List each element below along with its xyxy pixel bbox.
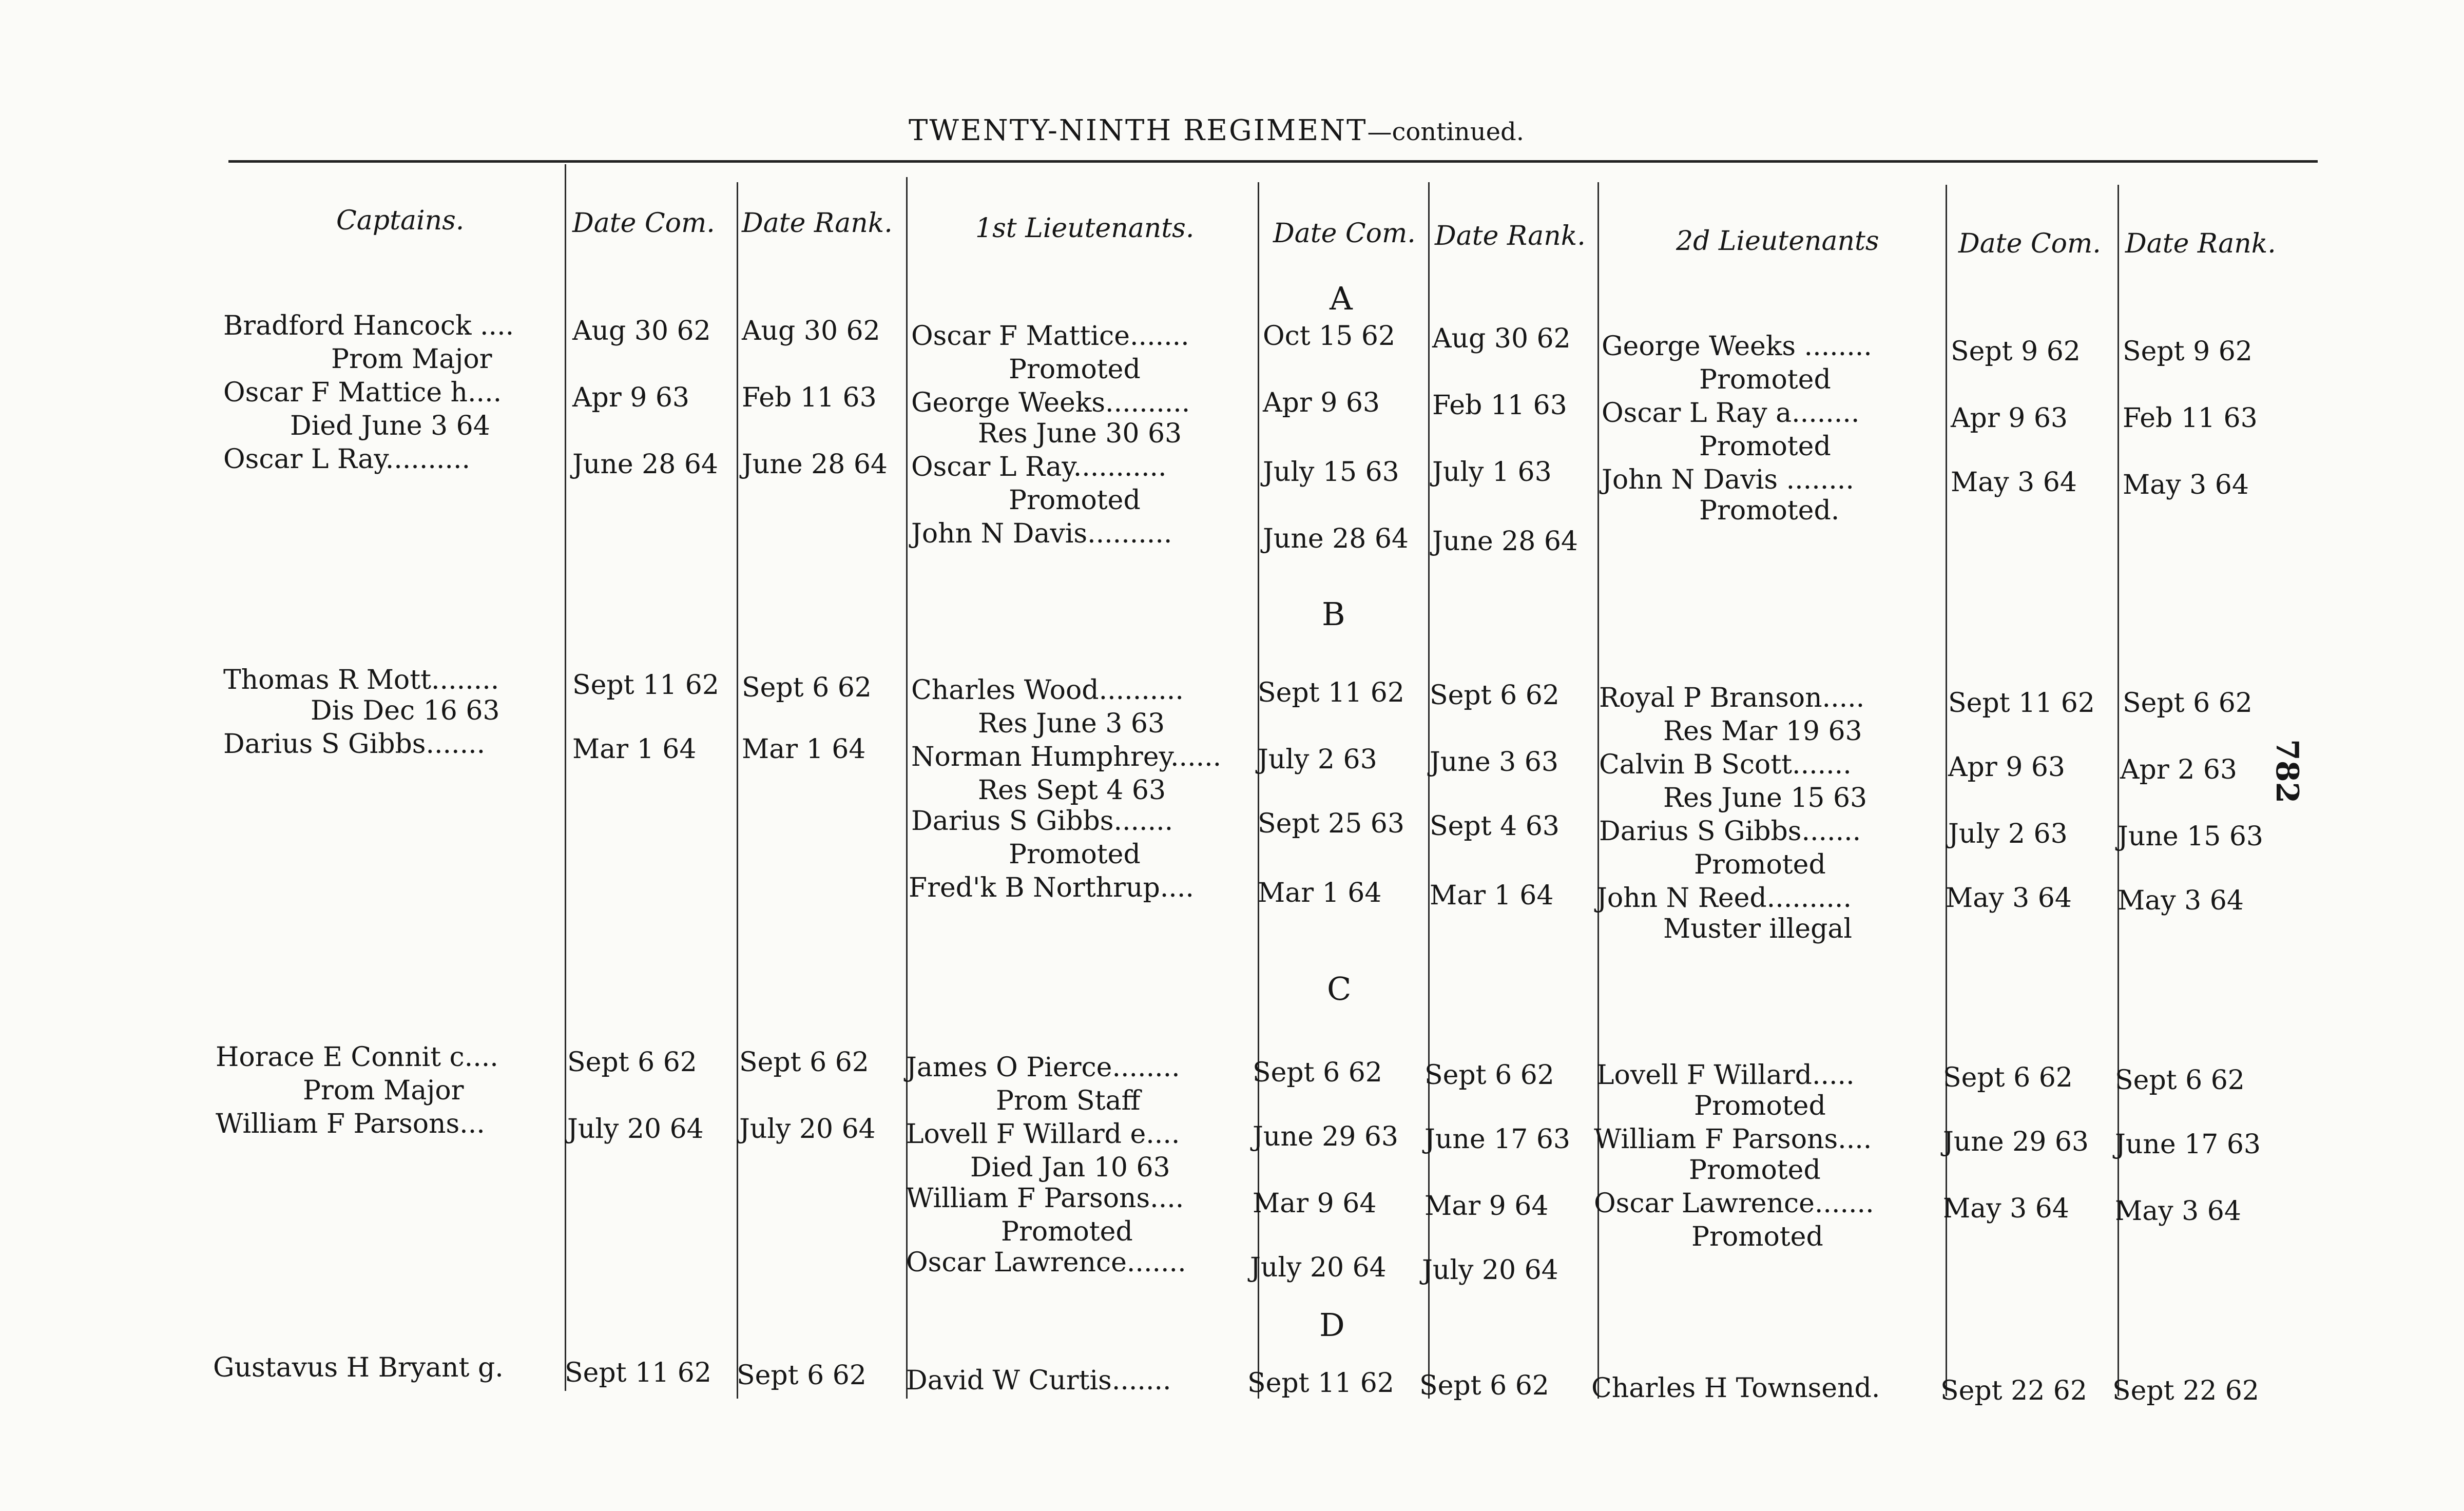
second-lt-note: Promoted. <box>1699 495 1840 526</box>
second-lt-note: Promoted <box>1699 364 1831 395</box>
first-lt-date-com: Sept 11 62 <box>1258 677 1404 708</box>
first-lt-date-com: July 15 63 <box>1263 457 1399 488</box>
header-captain-date-rank: Date Rank. <box>742 208 893 239</box>
first-lt-date-rank: June 28 64 <box>1432 526 1578 557</box>
captain-note: Died June 3 64 <box>290 411 490 441</box>
captain-note: Dis Dec 16 63 <box>311 695 500 726</box>
first-lt-name: Oscar L Ray........... <box>911 452 1167 482</box>
header-captains: Captains. <box>336 205 465 236</box>
second-lt-date-rank: Sept 6 62 <box>2123 688 2253 719</box>
first-lt-note: Died Jan 10 63 <box>970 1152 1170 1183</box>
first-lt-date-rank: Feb 11 63 <box>1432 390 1567 421</box>
captain-date-rank: Sept 6 62 <box>739 1047 869 1078</box>
first-lt-name: James O Pierce........ <box>906 1052 1180 1083</box>
second-lt-note: Res June 15 63 <box>1663 783 1868 813</box>
second-lt-name: Oscar L Ray a........ <box>1602 398 1860 429</box>
first-lt-date-com: July 2 63 <box>1258 744 1377 775</box>
column-divider <box>737 182 738 1399</box>
captain-name: Oscar L Ray.......... <box>223 444 470 475</box>
first-lt-name: Charles Wood.......... <box>911 675 1184 706</box>
page-title-text: TWENTY-NINTH REGIMENT <box>909 114 1368 147</box>
second-lt-name: Lovell F Willard..... <box>1596 1060 1855 1091</box>
first-lt-date-com: June 29 63 <box>1253 1121 1398 1152</box>
captain-date-rank: Aug 30 62 <box>742 316 880 346</box>
first-lt-date-com: July 20 64 <box>1250 1252 1387 1283</box>
first-lt-date-rank: July 20 64 <box>1422 1255 1558 1286</box>
second-lt-date-com: Apr 9 63 <box>1951 403 2068 434</box>
first-lt-date-rank: July 1 63 <box>1432 457 1552 488</box>
second-lt-date-rank: Sept 22 62 <box>2112 1376 2259 1406</box>
second-lt-name: William F Parsons.... <box>1594 1124 1872 1155</box>
first-lt-note: Promoted <box>1009 839 1141 870</box>
header-second-date-com: Date Com. <box>1958 228 2101 259</box>
captain-date-rank: Feb 11 63 <box>742 382 877 413</box>
captain-date-com: Mar 1 64 <box>572 734 697 765</box>
second-lt-date-rank: June 15 63 <box>2118 821 2263 852</box>
second-lt-name: George Weeks ........ <box>1602 331 1872 362</box>
first-lt-note: Promoted <box>1009 485 1141 516</box>
captain-name: Oscar F Mattice h.... <box>223 377 502 408</box>
captain-name: Gustavus H Bryant g. <box>213 1352 504 1383</box>
captain-note: Prom Major <box>331 344 492 375</box>
second-lt-date-rank: June 17 63 <box>2115 1129 2261 1160</box>
first-lt-date-rank: Mar 9 64 <box>1424 1191 1549 1222</box>
second-lt-name: John N Reed.......... <box>1596 883 1852 914</box>
first-lt-date-com: Mar 9 64 <box>1253 1188 1377 1219</box>
captain-date-com: June 28 64 <box>572 449 718 480</box>
first-lt-date-com: Sept 25 63 <box>1258 808 1404 839</box>
page-title-suffix: —continued. <box>1367 118 1525 146</box>
second-lt-date-com: May 3 64 <box>1943 1193 2069 1224</box>
captain-date-rank: July 20 64 <box>739 1114 876 1145</box>
second-lt-note: Promoted <box>1699 431 1831 462</box>
header-captain-date-com: Date Com. <box>572 208 715 239</box>
captain-date-rank: Mar 1 64 <box>742 734 866 765</box>
first-lt-name: Lovell F Willard e.... <box>906 1119 1180 1150</box>
page-number: 782 <box>2269 739 2305 804</box>
first-lt-date-rank: Sept 6 62 <box>1419 1370 1549 1401</box>
captain-date-com: Sept 11 62 <box>572 670 719 701</box>
company-letter-b: B <box>1322 595 1345 633</box>
second-lt-note: Promoted <box>1689 1155 1821 1186</box>
header-second-date-rank: Date Rank. <box>2125 228 2276 259</box>
second-lt-date-com: Sept 11 62 <box>1948 688 2095 719</box>
company-letter-a: A <box>1330 280 1353 317</box>
second-lt-name: Royal P Branson..... <box>1599 683 1865 713</box>
captain-date-com: Sept 6 62 <box>567 1047 697 1078</box>
first-lt-date-rank: Sept 6 62 <box>1424 1060 1554 1091</box>
captain-name: Thomas R Mott........ <box>223 665 499 695</box>
first-lt-note: Prom Staff <box>996 1086 1141 1116</box>
header-first-date-com: Date Com. <box>1273 218 1416 249</box>
header-first-date-rank: Date Rank. <box>1435 221 1586 251</box>
first-lt-name: William F Parsons.... <box>906 1183 1184 1214</box>
first-lt-date-com: Apr 9 63 <box>1263 388 1380 418</box>
captain-date-rank: Sept 6 62 <box>742 672 872 703</box>
first-lt-note: Res Sept 4 63 <box>978 775 1166 806</box>
second-lt-name: Calvin B Scott....... <box>1599 749 1852 780</box>
first-lt-name: John N Davis.......... <box>911 518 1172 549</box>
page-title <box>909 114 1524 147</box>
captain-name: Darius S Gibbs....... <box>223 729 486 760</box>
first-lt-date-rank: June 3 63 <box>1430 747 1558 778</box>
second-lt-date-rank: Sept 9 62 <box>2123 336 2253 367</box>
header-rule <box>228 160 2318 163</box>
second-lt-note: Promoted <box>1691 1222 1823 1252</box>
first-lt-date-com: Mar 1 64 <box>1258 878 1382 908</box>
first-lt-name: George Weeks.......... <box>911 388 1190 418</box>
captain-date-com: Aug 30 62 <box>572 316 711 346</box>
first-lt-date-rank: Sept 6 62 <box>1430 680 1560 711</box>
second-lt-date-rank: May 3 64 <box>2115 1196 2241 1227</box>
second-lt-note: Muster illegal <box>1663 914 1853 944</box>
captain-date-com: Apr 9 63 <box>572 382 690 413</box>
first-lt-name: David W Curtis....... <box>906 1365 1171 1396</box>
second-lt-date-rank: May 3 64 <box>2123 470 2249 500</box>
second-lt-date-com: July 2 63 <box>1948 819 2068 849</box>
first-lt-note: Res June 3 63 <box>978 708 1165 739</box>
header-first-lieutenants: 1st Lieutenants. <box>975 213 1195 244</box>
first-lt-name: Darius S Gibbs....... <box>911 806 1173 837</box>
second-lt-name: Charles H Townsend. <box>1591 1373 1880 1404</box>
first-lt-name: Fred'k B Northrup.... <box>909 873 1194 903</box>
second-lt-date-com: Sept 9 62 <box>1951 336 2081 367</box>
second-lt-date-rank: Apr 2 63 <box>2120 754 2238 785</box>
captain-date-rank: Sept 6 62 <box>737 1360 867 1391</box>
first-lt-date-rank: June 17 63 <box>1424 1124 1570 1155</box>
captain-name: Horace E Connit c.... <box>216 1042 498 1073</box>
captain-date-com: Sept 11 62 <box>565 1358 711 1388</box>
second-lt-note: Res Mar 19 63 <box>1663 716 1862 747</box>
first-lt-date-rank: Aug 30 62 <box>1432 323 1571 354</box>
second-lt-note: Promoted <box>1694 849 1826 880</box>
captain-name: William F Parsons... <box>216 1109 485 1139</box>
first-lt-date-rank: Mar 1 64 <box>1430 880 1554 911</box>
second-lt-note: Promoted <box>1694 1091 1826 1121</box>
captain-date-rank: June 28 64 <box>742 449 888 480</box>
second-lt-date-com: May 3 64 <box>1946 883 2072 914</box>
first-lt-date-com: Oct 15 62 <box>1263 321 1396 352</box>
first-lt-name: Oscar Lawrence....... <box>906 1247 1186 1278</box>
first-lt-name: Norman Humphrey...... <box>911 742 1222 772</box>
company-letter-d: D <box>1319 1306 1345 1344</box>
captain-name: Bradford Hancock .... <box>223 311 514 341</box>
second-lt-date-rank: May 3 64 <box>2118 885 2244 916</box>
second-lt-date-com: Apr 9 63 <box>1948 752 2066 783</box>
first-lt-date-com: Sept 6 62 <box>1253 1057 1382 1088</box>
second-lt-name: Oscar Lawrence....... <box>1594 1188 1874 1219</box>
first-lt-note: Promoted <box>1009 354 1141 385</box>
first-lt-name: Oscar F Mattice....... <box>911 321 1189 352</box>
column-divider <box>565 164 566 1391</box>
second-lt-date-com: Sept 6 62 <box>1943 1062 2073 1093</box>
header-second-lieutenants: 2d Lieutenants <box>1676 226 1879 257</box>
second-lt-date-rank: Feb 11 63 <box>2123 403 2258 434</box>
captain-note: Prom Major <box>303 1075 464 1106</box>
first-lt-date-rank: Sept 4 63 <box>1430 811 1560 842</box>
second-lt-date-com: May 3 64 <box>1951 467 2077 498</box>
second-lt-date-com: June 29 63 <box>1943 1127 2089 1157</box>
company-letter-c: C <box>1327 970 1352 1008</box>
first-lt-note: Promoted <box>1001 1216 1133 1247</box>
second-lt-name: Darius S Gibbs....... <box>1599 816 1861 847</box>
second-lt-date-rank: Sept 6 62 <box>2115 1065 2245 1096</box>
first-lt-note: Res June 30 63 <box>978 418 1182 449</box>
first-lt-date-com: Sept 11 62 <box>1247 1368 1394 1399</box>
first-lt-date-com: June 28 64 <box>1263 524 1409 554</box>
second-lt-date-com: Sept 22 62 <box>1940 1376 2087 1406</box>
column-divider <box>906 177 908 1399</box>
captain-date-com: July 20 64 <box>567 1114 704 1145</box>
second-lt-name: John N Davis ........ <box>1602 464 1854 495</box>
